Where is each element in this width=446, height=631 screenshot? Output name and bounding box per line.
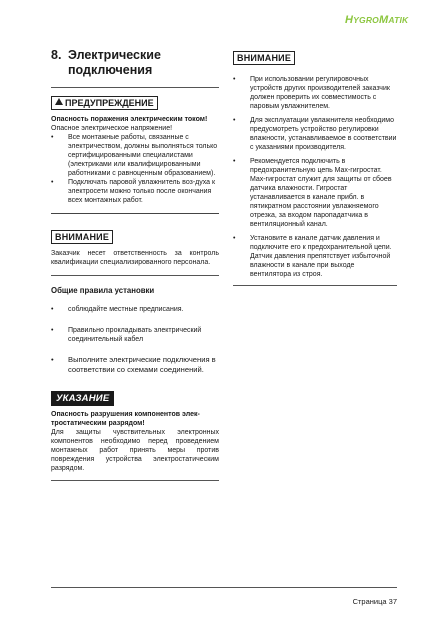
logo-letter: H <box>345 14 354 26</box>
note-label: ВНИМАНИЕ <box>55 232 110 242</box>
warning-badge <box>51 96 158 110</box>
note-badge <box>233 51 295 65</box>
divider <box>233 285 397 286</box>
note-text: Заказчик несет ответственность за контроль квалификации специализированного персонала. <box>51 250 219 266</box>
bullet-icon: • <box>51 306 54 313</box>
bullet-icon: • <box>233 76 236 83</box>
warning-label: ПРЕДУПРЕЖДЕНИЕ <box>65 97 154 108</box>
footer-divider <box>51 587 397 588</box>
general-item-2: Правильно прокладывать электрический соединительный кабел <box>68 327 202 343</box>
caution-label: УКАЗАНИЕ <box>56 393 110 404</box>
warning-item-2: Подключать паровой увлажнитель воз-духа к электросети можно только после окончания всех монтажных работ. <box>68 179 216 204</box>
list-item <box>51 305 219 314</box>
warning-title: Опасность поражения электрическим током! <box>51 116 208 123</box>
general-item-3: Выполните электрические подключения в соответствии со схемами соединений. <box>68 355 216 374</box>
right-item-3: Рекомендуется подключить в предохранительную цепь Max-гигростат. Max-гигростат служит для защиты от сбоев датчика влажности. Гигростат устанавливается в канале прибл. в пятикратном расстоянии увлажняемого отрезка, за входом паропадатчика в вентиляционный канал. <box>250 158 392 228</box>
list-item <box>51 326 219 344</box>
list-item <box>51 355 219 375</box>
list-item <box>233 116 397 152</box>
bullet-icon: • <box>233 158 236 165</box>
section-title: Электрические подключения <box>68 48 161 77</box>
general-item-1: соблюдайте местные предписания. <box>68 306 184 313</box>
logo-text-matik <box>379 14 408 26</box>
note-badge <box>51 230 113 244</box>
bullet-icon: • <box>233 117 236 124</box>
right-column <box>233 48 397 286</box>
bullet-icon: • <box>51 327 54 334</box>
section-heading <box>51 48 219 78</box>
logo-letters: YGRO <box>353 15 379 25</box>
bullet-icon: • <box>51 355 54 364</box>
right-item-2: Для эксплуатации увлажнителя необходимо предусмотреть устройство регулировки влажности, устанавливаемое в соответствии с указаниями производителя. <box>250 117 397 151</box>
note-block <box>51 227 219 267</box>
bullet-icon: • <box>233 235 236 242</box>
divider <box>51 480 219 481</box>
list-item <box>51 178 219 205</box>
logo-letter: M <box>379 14 389 26</box>
caution-text: Для защиты чувствительных электронных компонентов необходимо перед проведением монтажных работ принять меры против повреждения устройства электростатическим разрядом. <box>51 429 219 472</box>
caution-title: Опасность разрушения компонентов элек-тростатическим разрядом! <box>51 411 200 427</box>
general-rules-heading: Общие правила установки <box>51 286 155 295</box>
page-number: Страница 37 <box>352 597 397 606</box>
list-item <box>233 234 397 279</box>
hygromatik-logo <box>345 14 408 26</box>
list-item <box>51 133 219 178</box>
warning-item-1: Все монтажные работы, связанные с электричеством, должны выполняться только сертифицированными специалистами (электриками или квалифицированными работниками с равноценным образованием). <box>68 134 218 177</box>
caution-badge <box>51 391 114 406</box>
left-column <box>51 48 219 481</box>
caution-block <box>51 388 219 473</box>
warning-block <box>51 93 219 205</box>
logo-letters: ATIK <box>388 15 409 25</box>
divider <box>51 275 219 276</box>
section-number: 8. <box>51 48 62 62</box>
warning-subtitle: Опасное электрическое напряжение! <box>51 125 173 132</box>
list-item <box>233 75 397 111</box>
warning-triangle-icon <box>55 98 63 105</box>
logo-text-hygro <box>345 14 379 26</box>
divider <box>51 213 219 214</box>
divider <box>51 87 219 88</box>
note-label: ВНИМАНИЕ <box>237 53 292 63</box>
right-item-4: Установите в канале датчик давления и подключите его к предохранительной цепи. Датчик давления препятствует избыточной влажности в канале при выходе вентилятора из строя. <box>250 235 392 278</box>
right-item-1: При использовании регулировочных устройств других производителей заказчик должен проверить их совместимость с паровым увлажнителем. <box>250 76 390 110</box>
bullet-icon: • <box>51 134 54 141</box>
list-item <box>233 157 397 229</box>
bullet-icon: • <box>51 179 54 186</box>
